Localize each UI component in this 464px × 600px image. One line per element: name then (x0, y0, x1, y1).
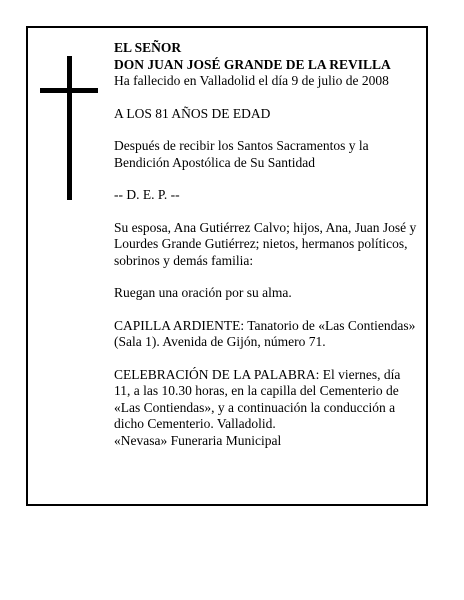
latin-cross-icon (40, 56, 98, 200)
celebration-paragraph: CELEBRACIÓN DE LA PALABRA: El viernes, día 11, a las 10.30 horas, en la capilla del Cementerio de «Las Contiendas», y a continuación la conducción a dicho Cementerio. Valladolid. «Nevasa» Funeraria Municipal (114, 366, 401, 448)
chapel-paragraph: CAPILLA ARDIENTE: Tanatorio de «Las Contiendas» (Sala 1). Avenida de Gijón, número 71. (114, 317, 416, 349)
sacraments-paragraph: Después de recibir los Santos Sacramentos y la Bendición Apostólica de Su Santidad (114, 138, 369, 170)
cross-horizontal-bar (40, 88, 98, 93)
notice-body (114, 40, 426, 465)
age-line: A LOS 81 AÑOS DE EDAD (114, 105, 271, 121)
notice-header (114, 40, 426, 90)
rip-line: -- D. E. P. -- (114, 187, 180, 202)
obituary-notice (26, 26, 428, 506)
family-paragraph: Su esposa, Ana Gutiérrez Calvo; hijos, Ana, Juan José y Lourdes Grande Gutiérrez; nietos, hermanos políticos, sobrinos y demás familia: (114, 219, 417, 268)
deceased-name: DON JUAN JOSÉ GRANDE DE LA REVILLA (114, 56, 391, 72)
death-announcement: Ha fallecido en Valladolid el día 9 de julio de 2008 (114, 73, 389, 88)
prayer-line: Ruegan una oración por su alma. (114, 285, 292, 300)
cross-vertical-bar (67, 56, 72, 200)
notice-title-line1: EL SEÑOR (114, 40, 182, 55)
